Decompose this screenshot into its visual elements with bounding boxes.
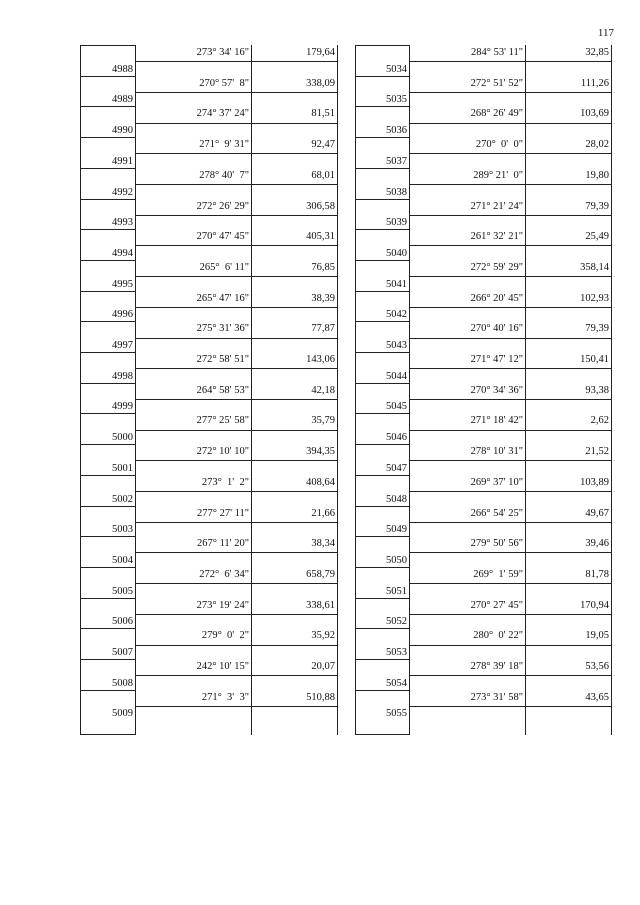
right-distance-value: 103,89 xyxy=(580,476,609,488)
right-point-divider xyxy=(355,475,410,476)
left-value-divider xyxy=(136,245,338,246)
left-point-label: 5006 xyxy=(112,616,133,628)
right-distance-value: 81,78 xyxy=(585,568,609,580)
left-angle-value: 265° 47' 16" xyxy=(196,292,249,304)
left-value-divider xyxy=(136,338,338,339)
left-point-label: 5009 xyxy=(112,708,133,720)
left-distance-value: 338,61 xyxy=(306,599,335,611)
right-angle-value: 271° 21' 24" xyxy=(470,200,523,212)
left-angle-value: 264° 58' 53" xyxy=(196,384,249,396)
left-point-divider xyxy=(80,199,136,200)
right-point-divider xyxy=(355,260,410,261)
right-distance-value: 19,05 xyxy=(585,630,609,642)
right-angle-value: 272° 51' 52" xyxy=(470,77,523,89)
right-value-divider xyxy=(410,215,612,216)
right-point-label: 5054 xyxy=(386,677,407,689)
right-angle-value: 272° 59' 29" xyxy=(470,261,523,273)
right-distance-value: 32,85 xyxy=(585,47,609,58)
left-point-divider xyxy=(80,106,136,107)
right-angle-value: 279° 50' 56" xyxy=(470,538,523,550)
left-point-label: 5004 xyxy=(112,554,133,566)
left-value-divider xyxy=(136,92,338,93)
right-point-label: 5055 xyxy=(386,708,407,720)
left-point-label: 4991 xyxy=(112,155,133,167)
left-angle-value: 270° 57' 8" xyxy=(199,77,249,89)
left-angle-value: 272° 6' 34" xyxy=(199,568,249,580)
left-distance-value: 179,64 xyxy=(306,47,335,58)
left-angle-value: 272° 10' 10" xyxy=(196,446,249,458)
left-point-divider xyxy=(80,229,136,230)
right-distance-value: 79,39 xyxy=(585,200,609,212)
left-distance-value: 408,64 xyxy=(306,476,335,488)
right-distance-value: 49,67 xyxy=(585,507,609,519)
right-point-divider xyxy=(355,137,410,138)
left-point-column xyxy=(80,45,136,735)
left-angle-value: 265° 6' 11" xyxy=(199,261,249,273)
right-point-label: 5039 xyxy=(386,217,407,229)
right-point-divider xyxy=(355,598,410,599)
right-value-divider xyxy=(410,552,612,553)
right-point-divider xyxy=(355,321,410,322)
right-angle-value: 270° 27' 45" xyxy=(470,599,523,611)
left-point-label: 4988 xyxy=(112,63,133,75)
right-value-divider xyxy=(410,675,612,676)
left-value-divider xyxy=(136,153,338,154)
right-angle-value: 280° 0' 22" xyxy=(473,630,523,642)
left-distance-value: 394,35 xyxy=(306,446,335,458)
left-value-divider xyxy=(136,368,338,369)
right-angle-value: 271° 47' 12" xyxy=(470,354,523,365)
left-point-divider xyxy=(80,506,136,507)
left-point-label: 4997 xyxy=(112,340,133,351)
right-point-label: 5035 xyxy=(386,94,407,106)
right-value-divider xyxy=(410,583,612,584)
right-value-divider xyxy=(410,245,612,246)
left-distance-value: 510,88 xyxy=(306,691,335,703)
left-point-divider xyxy=(80,383,136,384)
left-distance-value: 42,18 xyxy=(311,384,335,396)
right-point-divider xyxy=(355,690,410,691)
right-distance-value: 25,49 xyxy=(585,231,609,243)
left-value-divider xyxy=(136,614,338,615)
right-point-label: 5034 xyxy=(386,63,407,75)
right-point-label: 5053 xyxy=(386,647,407,658)
right-point-top-border xyxy=(355,45,410,46)
right-point-label: 5042 xyxy=(386,309,407,321)
left-point-label: 4990 xyxy=(112,125,133,137)
right-point-label: 5038 xyxy=(386,186,407,198)
right-point-label: 5040 xyxy=(386,247,407,259)
right-distance-value: 170,94 xyxy=(580,599,609,611)
left-angle-value: 271° 3' 3" xyxy=(201,691,249,703)
left-value-divider xyxy=(136,552,338,553)
left-value-divider xyxy=(136,61,338,62)
right-point-divider xyxy=(355,506,410,507)
left-angle-value: 272° 26' 29" xyxy=(196,200,249,212)
right-distance-value: 358,14 xyxy=(580,261,609,273)
left-distance-value: 76,85 xyxy=(311,261,335,273)
right-survey-table xyxy=(355,45,612,735)
left-point-label: 4996 xyxy=(112,309,133,321)
right-value-divider xyxy=(410,153,612,154)
left-point-label: 5008 xyxy=(112,677,133,689)
left-value-divider xyxy=(136,307,338,308)
right-point-divider xyxy=(355,168,410,169)
left-point-divider xyxy=(80,168,136,169)
right-angle-value: 261° 32' 21" xyxy=(470,231,523,243)
right-angle-value: 269° 1' 59" xyxy=(473,568,523,580)
left-angle-value: 278° 40' 7" xyxy=(199,169,249,181)
right-angle-value: 289° 21' 0" xyxy=(473,169,523,181)
right-point-divider xyxy=(355,352,410,353)
left-point-divider xyxy=(80,291,136,292)
left-angle-value: 277° 25' 58" xyxy=(196,415,249,427)
left-point-label: 5003 xyxy=(112,524,133,536)
left-value-divider xyxy=(136,276,338,277)
left-angle-value: 272° 58' 51" xyxy=(196,354,249,365)
left-distance-value: 35,92 xyxy=(311,630,335,642)
right-value-divider xyxy=(410,614,612,615)
right-distance-value: 93,38 xyxy=(585,384,609,396)
left-point-divider xyxy=(80,444,136,445)
right-angle-value: 270° 0' 0" xyxy=(475,139,523,151)
page-number: 117 xyxy=(597,27,614,39)
right-angle-value: 271° 18' 42" xyxy=(470,415,523,427)
left-angle-value: 242° 10' 15" xyxy=(196,661,249,672)
right-distance-value: 102,93 xyxy=(580,292,609,304)
right-value-divider xyxy=(410,368,612,369)
left-point-top-border xyxy=(80,45,136,46)
left-value-divider xyxy=(136,706,338,707)
right-value-divider xyxy=(410,491,612,492)
left-distance-value: 338,09 xyxy=(306,77,335,89)
left-point-divider xyxy=(80,567,136,568)
left-point-divider xyxy=(80,260,136,261)
right-point-label: 5048 xyxy=(386,493,407,505)
right-distance-value: 28,02 xyxy=(585,139,609,151)
left-point-divider xyxy=(80,628,136,629)
right-angle-value: 268° 26' 49" xyxy=(470,108,523,120)
left-distance-value: 306,58 xyxy=(306,200,335,212)
left-value-divider xyxy=(136,460,338,461)
right-point-column xyxy=(355,45,410,735)
right-point-divider xyxy=(355,567,410,568)
right-distance-value: 39,46 xyxy=(585,538,609,550)
left-point-label: 4998 xyxy=(112,370,133,382)
right-value-divider xyxy=(410,184,612,185)
left-point-label: 5001 xyxy=(112,462,133,474)
left-value-divider xyxy=(136,522,338,523)
right-distance-value: 21,52 xyxy=(585,446,609,458)
right-point-divider xyxy=(355,291,410,292)
right-angle-value: 284° 53' 11" xyxy=(471,47,523,58)
left-point-divider xyxy=(80,475,136,476)
right-angle-value: 269° 37' 10" xyxy=(470,476,523,488)
right-distance-value: 43,65 xyxy=(585,691,609,703)
left-angle-value: 273° 34' 16" xyxy=(196,47,249,58)
left-angle-value: 270° 47' 45" xyxy=(196,231,249,243)
left-value-divider xyxy=(136,184,338,185)
right-value-divider xyxy=(410,645,612,646)
right-point-divider xyxy=(355,659,410,660)
right-point-divider xyxy=(355,536,410,537)
right-point-divider xyxy=(355,106,410,107)
right-point-label: 5041 xyxy=(386,278,407,290)
right-point-label: 5050 xyxy=(386,554,407,566)
left-point-label: 4999 xyxy=(112,401,133,413)
right-point-label: 5052 xyxy=(386,616,407,628)
right-point-label: 5043 xyxy=(386,340,407,351)
left-survey-table xyxy=(80,45,338,735)
right-point-label: 5045 xyxy=(386,401,407,413)
right-value-divider xyxy=(410,338,612,339)
left-point-label: 4994 xyxy=(112,247,133,259)
right-point-divider xyxy=(355,413,410,414)
right-point-divider xyxy=(355,199,410,200)
right-value-divider xyxy=(410,307,612,308)
right-angle-value: 278° 39' 18" xyxy=(470,661,523,672)
left-point-divider xyxy=(80,690,136,691)
left-angle-value: 274° 37' 24" xyxy=(196,108,249,120)
left-point-label: 4993 xyxy=(112,217,133,229)
left-point-label: 5002 xyxy=(112,493,133,505)
left-distance-value: 38,39 xyxy=(311,292,335,304)
right-value-divider xyxy=(410,706,612,707)
left-distance-value: 68,01 xyxy=(311,169,335,181)
right-distance-value: 2,62 xyxy=(590,415,609,427)
right-point-label: 5051 xyxy=(386,585,407,597)
right-distance-value: 111,26 xyxy=(580,77,609,89)
right-point-divider xyxy=(355,76,410,77)
right-angle-value: 278° 10' 31" xyxy=(470,446,523,458)
left-value-divider xyxy=(136,123,338,124)
left-distance-value: 405,31 xyxy=(306,231,335,243)
left-point-label: 4992 xyxy=(112,186,133,198)
right-angle-value: 270° 34' 36" xyxy=(470,384,523,396)
right-point-divider xyxy=(355,229,410,230)
left-value-divider xyxy=(136,430,338,431)
left-value-divider xyxy=(136,675,338,676)
left-point-divider xyxy=(80,598,136,599)
right-point-label: 5037 xyxy=(386,155,407,167)
left-distance-value: 81,51 xyxy=(311,108,335,120)
left-angle-value: 275° 31' 36" xyxy=(196,323,249,335)
left-value-divider xyxy=(136,215,338,216)
right-point-label: 5046 xyxy=(386,432,407,444)
left-distance-value: 658,79 xyxy=(306,568,335,580)
right-angle-value: 270° 40' 16" xyxy=(470,323,523,335)
left-value-divider xyxy=(136,645,338,646)
left-distance-value: 21,66 xyxy=(311,507,335,519)
right-point-label: 5044 xyxy=(386,370,407,382)
left-value-divider xyxy=(136,399,338,400)
right-value-divider xyxy=(410,399,612,400)
left-distance-value: 35,79 xyxy=(311,415,335,427)
left-point-divider xyxy=(80,137,136,138)
right-angle-value: 273° 31' 58" xyxy=(470,691,523,703)
left-angle-value: 279° 0' 2" xyxy=(201,630,249,642)
right-distance-value: 150,41 xyxy=(580,354,609,365)
right-value-divider xyxy=(410,92,612,93)
left-distance-value: 38,34 xyxy=(311,538,335,550)
right-point-divider xyxy=(355,444,410,445)
right-angle-value: 266° 54' 25" xyxy=(470,507,523,519)
left-point-label: 5000 xyxy=(112,432,133,444)
left-distance-value: 77,87 xyxy=(311,323,335,335)
left-point-divider xyxy=(80,413,136,414)
right-distance-value: 19,80 xyxy=(585,169,609,181)
left-distance-value: 143,06 xyxy=(306,354,335,365)
left-angle-value: 277° 27' 11" xyxy=(197,507,249,519)
left-point-divider xyxy=(80,659,136,660)
left-point-label: 4989 xyxy=(112,94,133,106)
right-distance-value: 103,69 xyxy=(580,108,609,120)
left-distance-value: 20,07 xyxy=(311,661,335,672)
right-value-divider xyxy=(410,61,612,62)
right-value-divider xyxy=(410,276,612,277)
right-point-label: 5036 xyxy=(386,125,407,137)
right-point-label: 5047 xyxy=(386,462,407,474)
right-value-divider xyxy=(410,460,612,461)
right-distance-value: 53,56 xyxy=(585,661,609,672)
left-value-divider xyxy=(136,491,338,492)
left-point-divider xyxy=(80,352,136,353)
left-point-divider xyxy=(80,321,136,322)
left-point-divider xyxy=(80,536,136,537)
right-value-divider xyxy=(410,430,612,431)
right-value-divider xyxy=(410,123,612,124)
right-point-divider xyxy=(355,628,410,629)
left-angle-value: 273° 19' 24" xyxy=(196,599,249,611)
left-distance-value: 92,47 xyxy=(311,139,335,151)
left-value-divider xyxy=(136,583,338,584)
right-angle-value: 266° 20' 45" xyxy=(470,292,523,304)
left-point-label: 5005 xyxy=(112,585,133,597)
left-point-label: 5007 xyxy=(112,647,133,658)
left-point-label: 4995 xyxy=(112,278,133,290)
left-point-divider xyxy=(80,76,136,77)
left-angle-value: 267° 11' 20" xyxy=(197,538,249,550)
right-value-divider xyxy=(410,522,612,523)
right-distance-value: 79,39 xyxy=(585,323,609,335)
left-angle-value: 271° 9' 31" xyxy=(199,139,249,151)
right-point-label: 5049 xyxy=(386,524,407,536)
left-angle-value: 273° 1' 2" xyxy=(201,476,249,488)
right-point-divider xyxy=(355,383,410,384)
